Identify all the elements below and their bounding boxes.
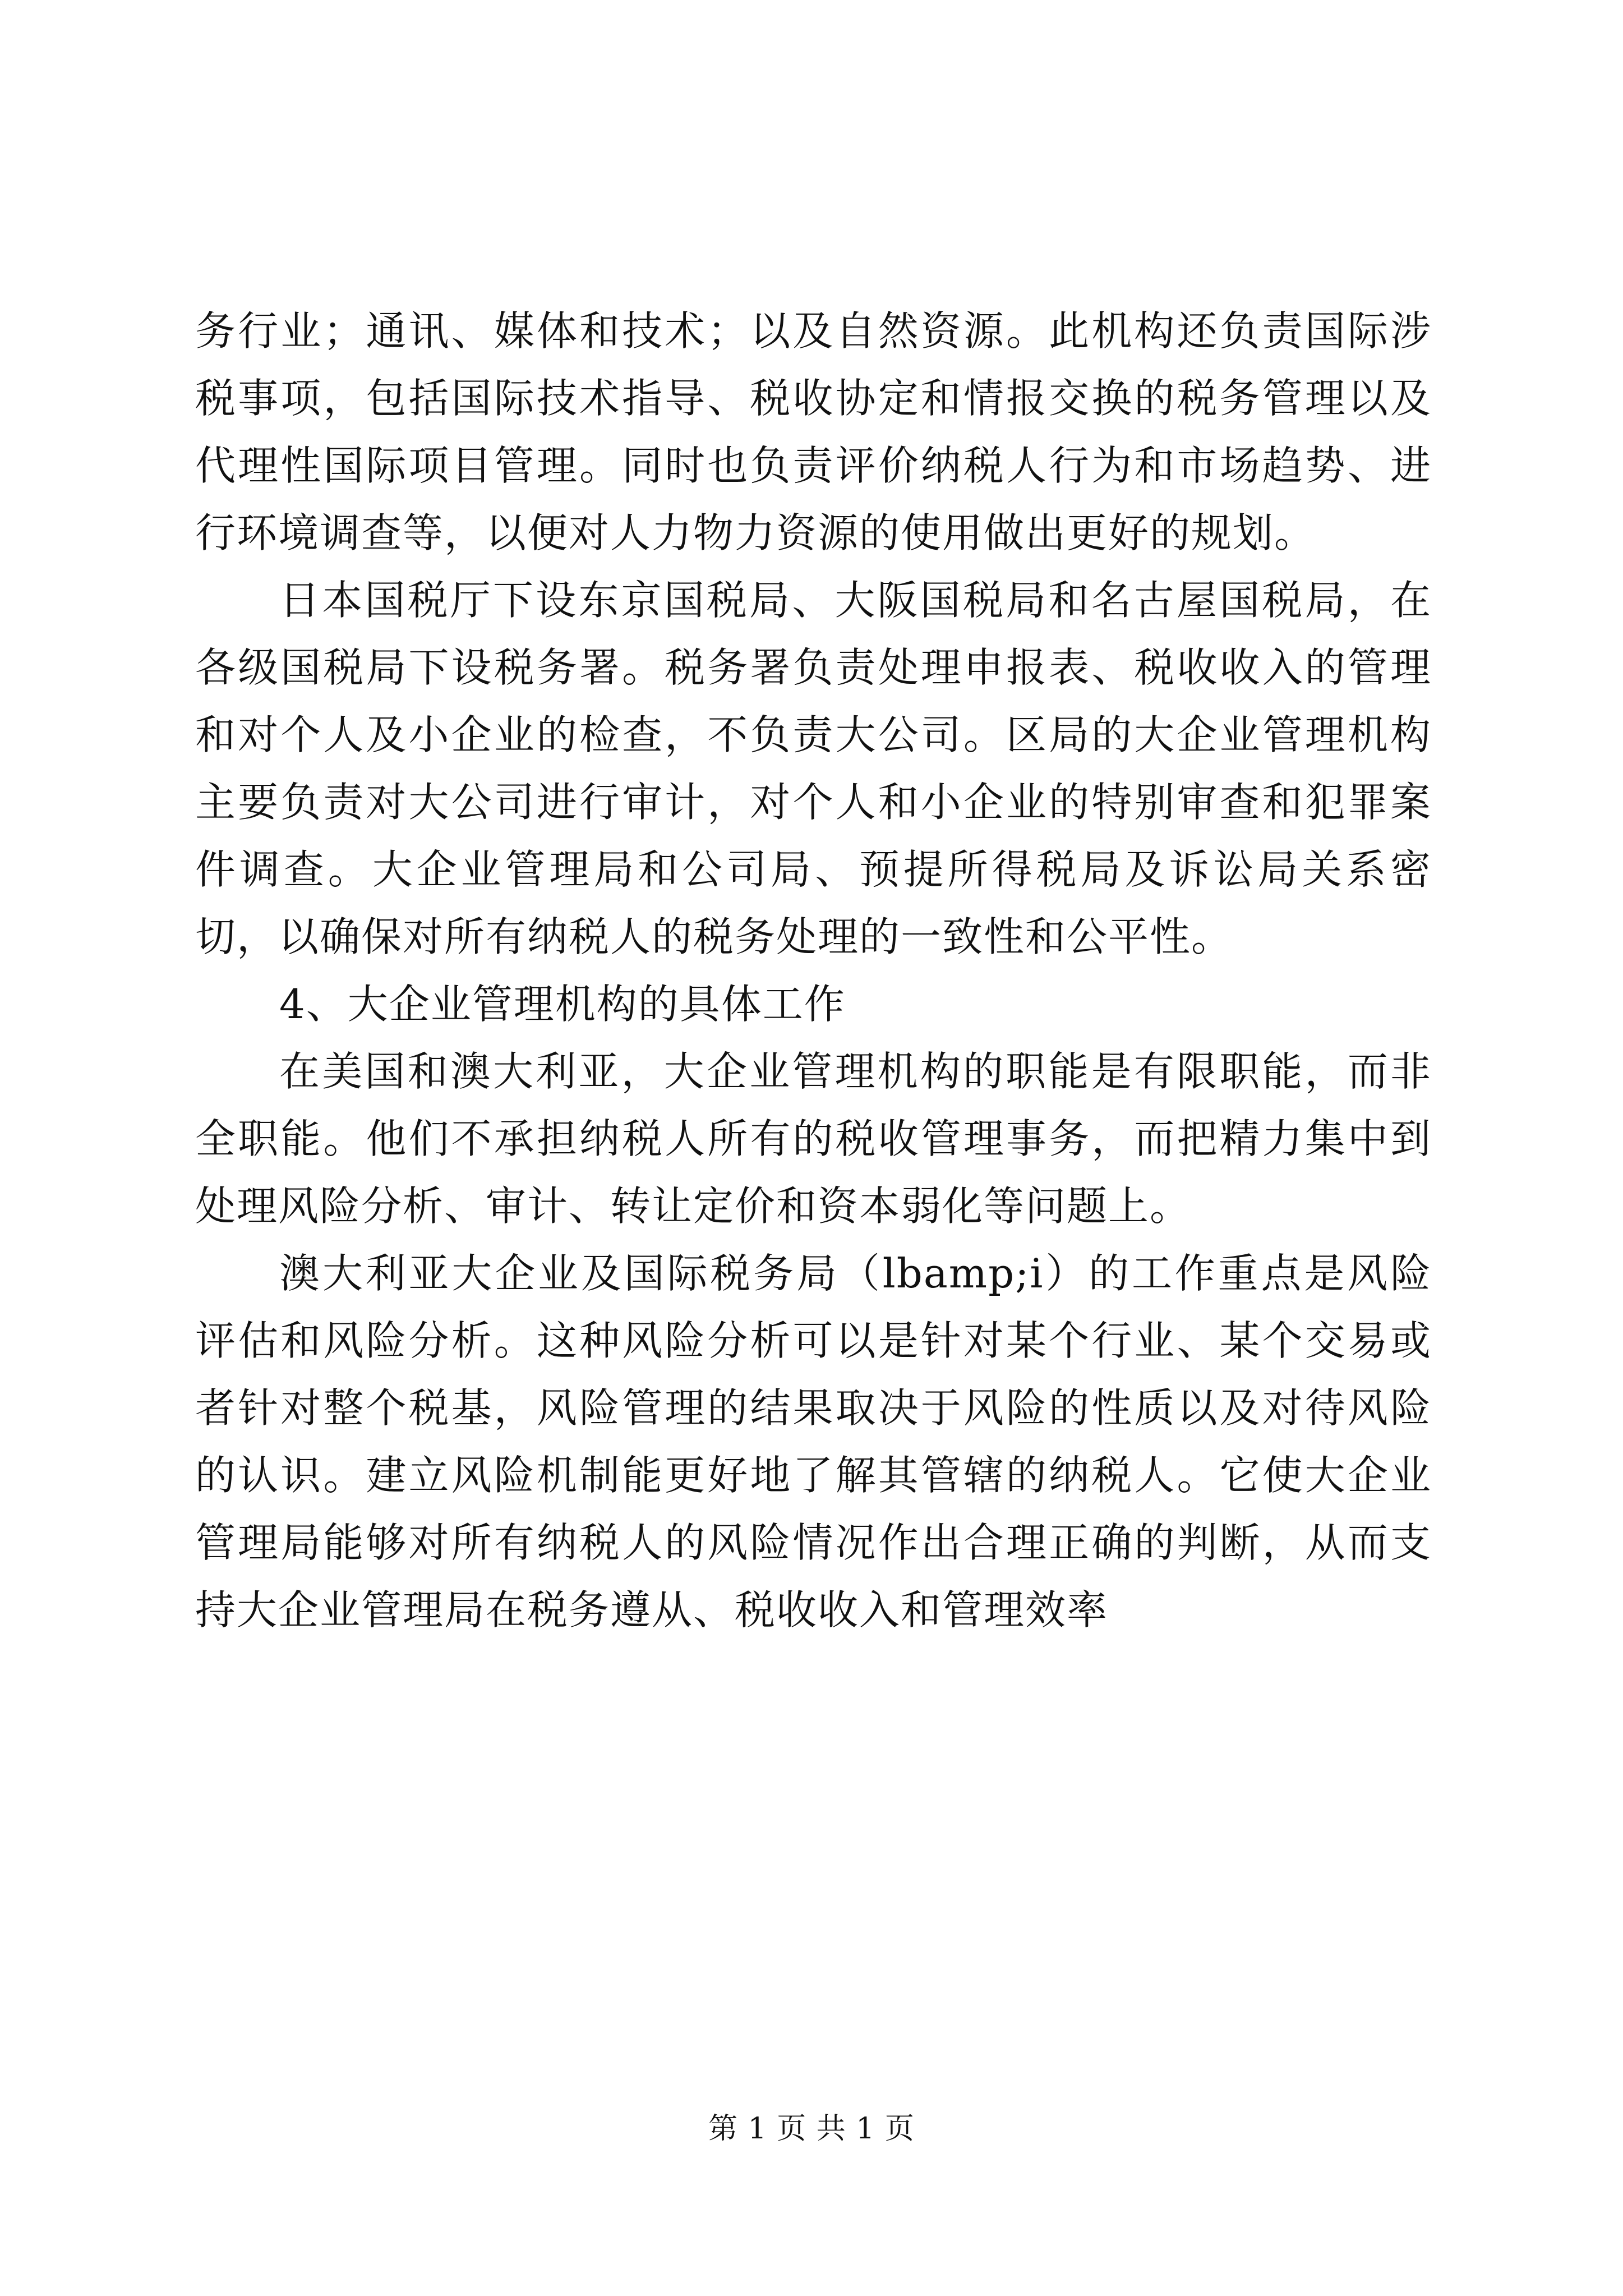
section-heading: 4、大企业管理机构的具体工作: [279, 981, 846, 1028]
document-body: [195, 297, 1432, 1644]
paragraph-australia-lbi: 澳大利亚大企业及国际税务局（lbamp;i）的工作重点是风险评估和风险分析。这种风险分析可以是针对某个行业、某个交易或者针对整个税基，风险管理的结果取决于风险的性质以及对待风险的认识。建立风险机制能更好地了解其管辖的纳税人。它使大企业管理局能够对所有纳税人的风险情况作出合理正确的判断，从而支持大企业管理局在税务遵从、税收收入和管理效率: [195, 1250, 1432, 1634]
page-footer: 第 1 页 共 1 页: [708, 2112, 915, 2146]
paragraph-continuation: 务行业；通讯、媒体和技术；以及自然资源。此机构还负责国际涉税事项，包括国际技术指导、税收协定和情报交换的税务管理以及代理性国际项目管理。同时也负责评价纳税人行为和市场趋势、进行环境调查等，以便对人力物力资源的使用做出更好的规划。: [195, 307, 1432, 556]
paragraph-japan-tax-agency: 日本国税厅下设东京国税局、大阪国税局和名古屋国税局，在各级国税局下设税务署。税务署负责处理申报表、税收收入的管理和对个人及小企业的检查，不负责大公司。区局的大企业管理机构主要负责对大公司进行审计，对个人和小企业的特别审查和犯罪案件调查。大企业管理局和公司局、预提所得税局及诉讼局关系密切，以确保对所有纳税人的税务处理的一致性和公平性。: [195, 577, 1432, 960]
paragraph-us-australia: 在美国和澳大利亚，大企业管理机构的职能是有限职能，而非全职能。他们不承担纳税人所有的税收管理事务，而把精力集中到处理风险分析、审计、转让定价和资本弱化等问题上。: [195, 1048, 1432, 1230]
